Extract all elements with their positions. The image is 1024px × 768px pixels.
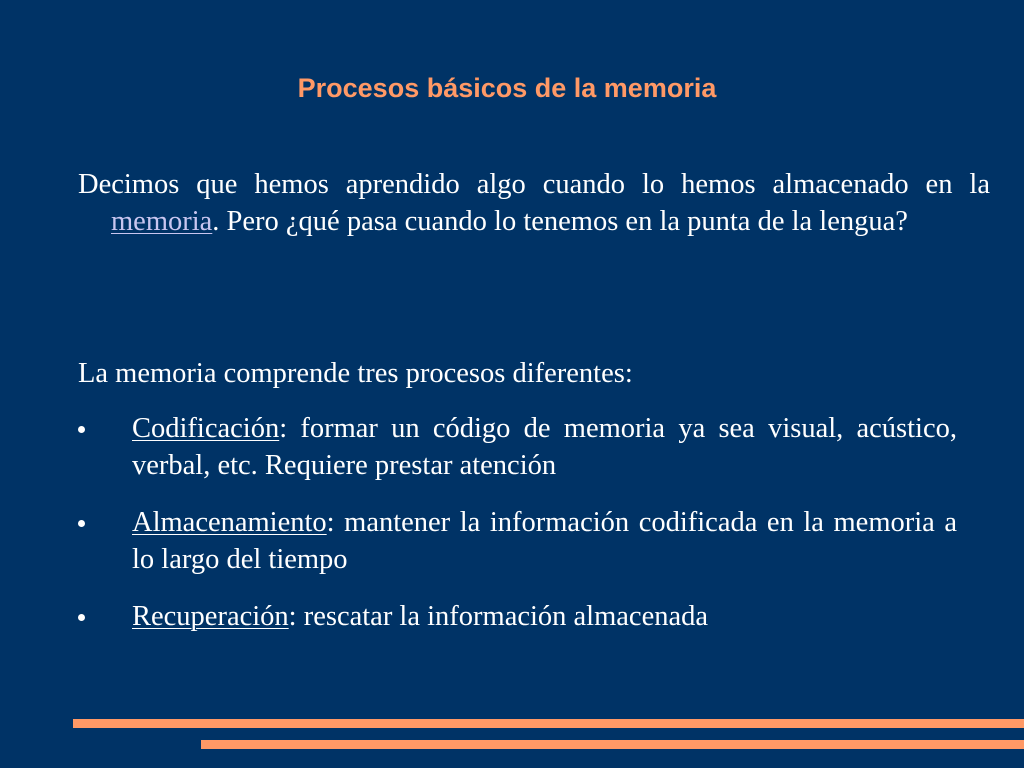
definition-codificacion: : formar un código de memoria ya sea visual, acústico, verbal, etc. Requiere prestar atención [132, 413, 957, 481]
memoria-link[interactable]: memoria [111, 206, 213, 237]
bullet-icon [78, 520, 85, 527]
processes-heading: La memoria comprende tres procesos diferentes: [78, 358, 633, 389]
decorative-bar-bottom [201, 740, 1024, 749]
process-list [78, 410, 957, 655]
term-recuperacion: Recuperación [132, 601, 289, 632]
list-item-codificacion [78, 410, 957, 484]
intro-text-after-link: . Pero ¿qué pasa cuando lo tenemos en la punta de la lengua? [212, 206, 908, 237]
intro-text-before-link: Decimos que hemos aprendido algo cuando lo hemos almacenado en la [78, 169, 990, 200]
term-codificacion: Codificación [132, 413, 280, 444]
slide-title: Procesos básicos de la memoria [297, 73, 717, 103]
term-almacenamiento: Almacenamiento [132, 507, 327, 538]
decorative-bar-top [73, 719, 1024, 728]
intro-paragraph [78, 166, 990, 240]
definition-almacenamiento: : mantener la información codificada en la memoria a lo largo del tiempo [132, 507, 957, 575]
bullet-icon [78, 614, 85, 621]
bullet-icon [78, 426, 85, 433]
definition-recuperacion: : rescatar la información almacenada [288, 601, 709, 632]
list-item-almacenamiento [78, 504, 957, 578]
list-item-recuperacion [78, 598, 957, 635]
